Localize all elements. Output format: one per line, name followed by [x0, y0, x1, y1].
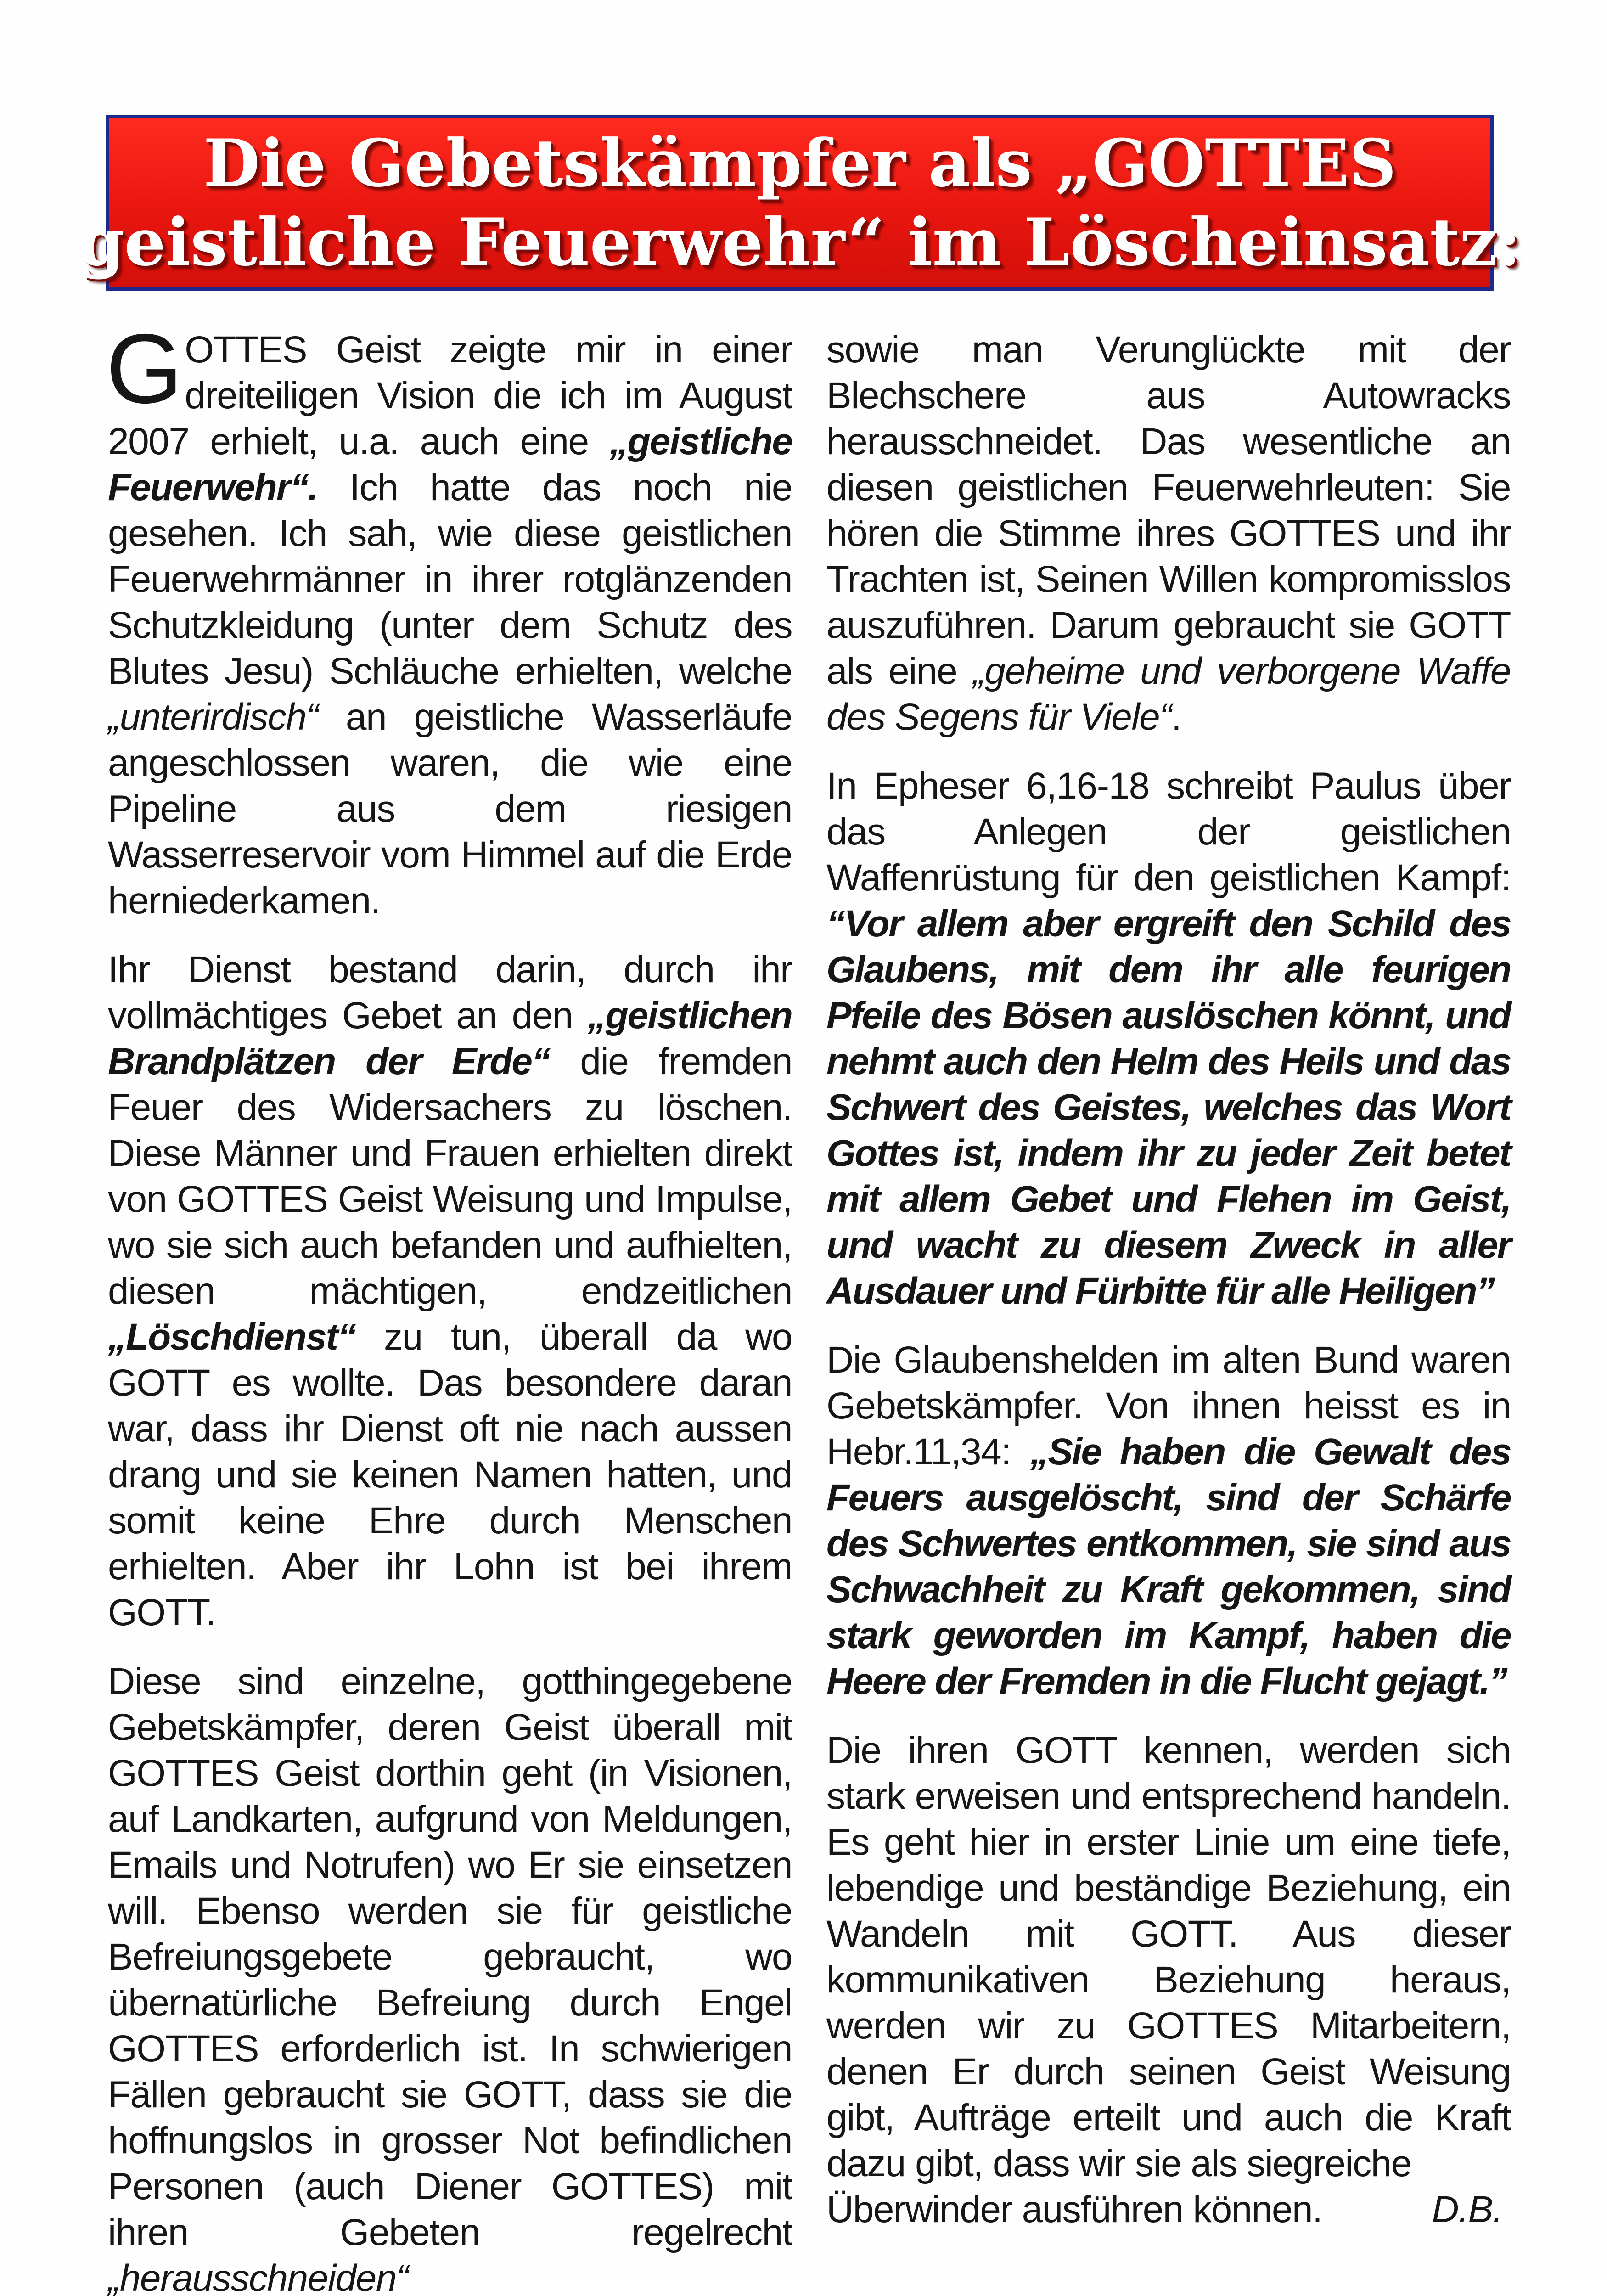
paragraph-vision [106, 313, 792, 924]
scripture-quote: “Vor allem aber ergreift den Schild des Glaubens, mit dem ihr alle feurigen Pfeile des Bösen auslöschen könnt, und nehmt auch den Helm des Heils und das Schwert des Geistes, welches das Wort Gottes ist, indem ihr zu jeder Zeit betet mit allem Gebet und Flehen im Geist, und wacht zu diesem Zweck in aller Ausdauer und Fürbitte für alle Heiligen” [826, 903, 1511, 1312]
paragraph-conclusion [826, 1728, 1511, 2233]
right-column [826, 327, 1511, 2233]
paragraph-text: Die Glaubenshelden im alten Bund waren Gebetskämpfer. Von ihnen heisst es in Hebr.11,34: [826, 1339, 1511, 1473]
paragraph-prayer-warriors [108, 1659, 792, 2296]
drop-cap: G [106, 313, 183, 424]
author-signature: D.B. [1432, 2189, 1502, 2230]
paragraph-hebrews [826, 1337, 1511, 1705]
paragraph-service [108, 947, 792, 1636]
italic-text: „herausschneiden“ [108, 2257, 408, 2296]
paragraph-text: Die ihren GOTT kennen, werden sich stark erweisen und entsprechend handeln. Es geht hier in erster Linie um eine tiefe, lebendige und beständige Beziehung, ein Wandeln mit GOTT. Aus dieser kommunikativen Beziehung heraus, werden wir zu GOTTES Mitarbeitern, denen Er durch seinen Geist Weisung gibt, Aufträge erteilt und auch die Kraft dazu gibt, dass wir sie als siegreiche [826, 1729, 1511, 2184]
emphasis-text: „geistliche Feuerwehr“. [108, 421, 792, 508]
scripture-quote: „Sie haben die Gewalt des Feuers ausgelöscht, sind der Schärfe des Schwertes entkommen, sie sind aus Schwachheit zu Kraft gekommen, sind stark geworden im Kampf, haben die Heere der Fremden in die Flucht gejagt.” [826, 1431, 1511, 1702]
paragraph-text: die fremden Feuer des Widersachers zu löschen. Diese Männer und Frauen erhielten direkt von GOTTES Geist Weisung und Impulse, wo sie sich auch befanden und aufhielten, diesen mächtigen, endzeitlichen [108, 1041, 792, 1312]
italic-text: „geheime und verborgene Waffe des Segens für Viele“ [826, 650, 1511, 738]
paragraph-text: OTTES Geist zeigte mir in einer dreiteiligen Vision die ich im August 2007 erhielt, u.a. auch eine [108, 329, 792, 462]
paragraph-text: sowie man Verunglückte mit der Blechschere aus Autowracks herausschneidet. Das wesentliche an diesen geistlichen Feuerwehrleuten: Sie hören die Stimme ihres GOTTES und ihr Trachten ist, Seinen Willen kompromisslos auszuführen. Darum gebraucht sie GOTT als eine [826, 329, 1511, 692]
paragraph-firefighters [826, 327, 1511, 740]
closing-text: Überwinder ausführen können. [826, 2189, 1322, 2230]
emphasis-text: „geistlichen Brandplätzen der Erde“ [108, 995, 792, 1082]
title-line-2: geistliche Feuerwehr“ im Löscheinsatz: [79, 204, 1521, 281]
closing-line [826, 2187, 1511, 2233]
paragraph-text: Ihr Dienst bestand darin, durch ihr vollmächtiges Gebet an den [108, 949, 792, 1036]
paragraph-text: . [1171, 696, 1181, 738]
paragraph-text: zu tun, überall da wo GOTT es wollte. Das besondere daran war, dass ihr Dienst oft nie nach aussen drang und sie keinen Namen hatten, und somit keine Ehre durch Menschen erhielten. Aber ihr Lohn ist bei ihrem GOTT. [108, 1316, 792, 1633]
title-banner [79, 115, 1521, 291]
paragraph-ephesians [826, 763, 1511, 1314]
paragraph-text: an geistliche Wasserläufe angeschlossen waren, die wie eine Pipeline aus dem riesigen Wasserreservoir vom Himmel auf die Erde herniederkamen. [108, 696, 792, 922]
left-column [106, 313, 792, 2296]
title-line-1: Die Gebetskämpfer als „GOTTES [203, 125, 1397, 202]
paragraph-text: Ich hatte das noch nie gesehen. Ich sah, wie diese geistlichen Feuerwehrmänner in ihrer rotglänzenden Schutzkleidung (unter dem Schutz des Blutes Jesu) Schläuche erhielten, welche [108, 467, 792, 692]
paragraph-text: In Epheser 6,16-18 schreibt Paulus über das Anlegen der geistlichen Waffenrüstung für den geistlichen Kampf: [826, 765, 1511, 899]
emphasis-text: „Löschdienst“ [108, 1316, 355, 1358]
italic-text: „unterirdisch“ [108, 696, 318, 738]
paragraph-text: Diese sind einzelne, gotthingegebene Gebetskämpfer, deren Geist überall mit GOTTES Geist dorthin geht (in Visionen, auf Landkarten, aufgrund von Meldungen, Emails und Notrufen) wo Er sie einsetzen will. Ebenso werden sie für geistliche Befreiungsgebete gebraucht, wo übernatürliche Befreiung durch Engel GOTTES erforderlich ist. In schwierigen Fällen gebraucht sie GOTT, dass sie die hoffnungslos in grosser Not befindlichen Personen (auch Diener GOTTES) mit ihren Gebeten regelrecht [108, 1660, 792, 2253]
